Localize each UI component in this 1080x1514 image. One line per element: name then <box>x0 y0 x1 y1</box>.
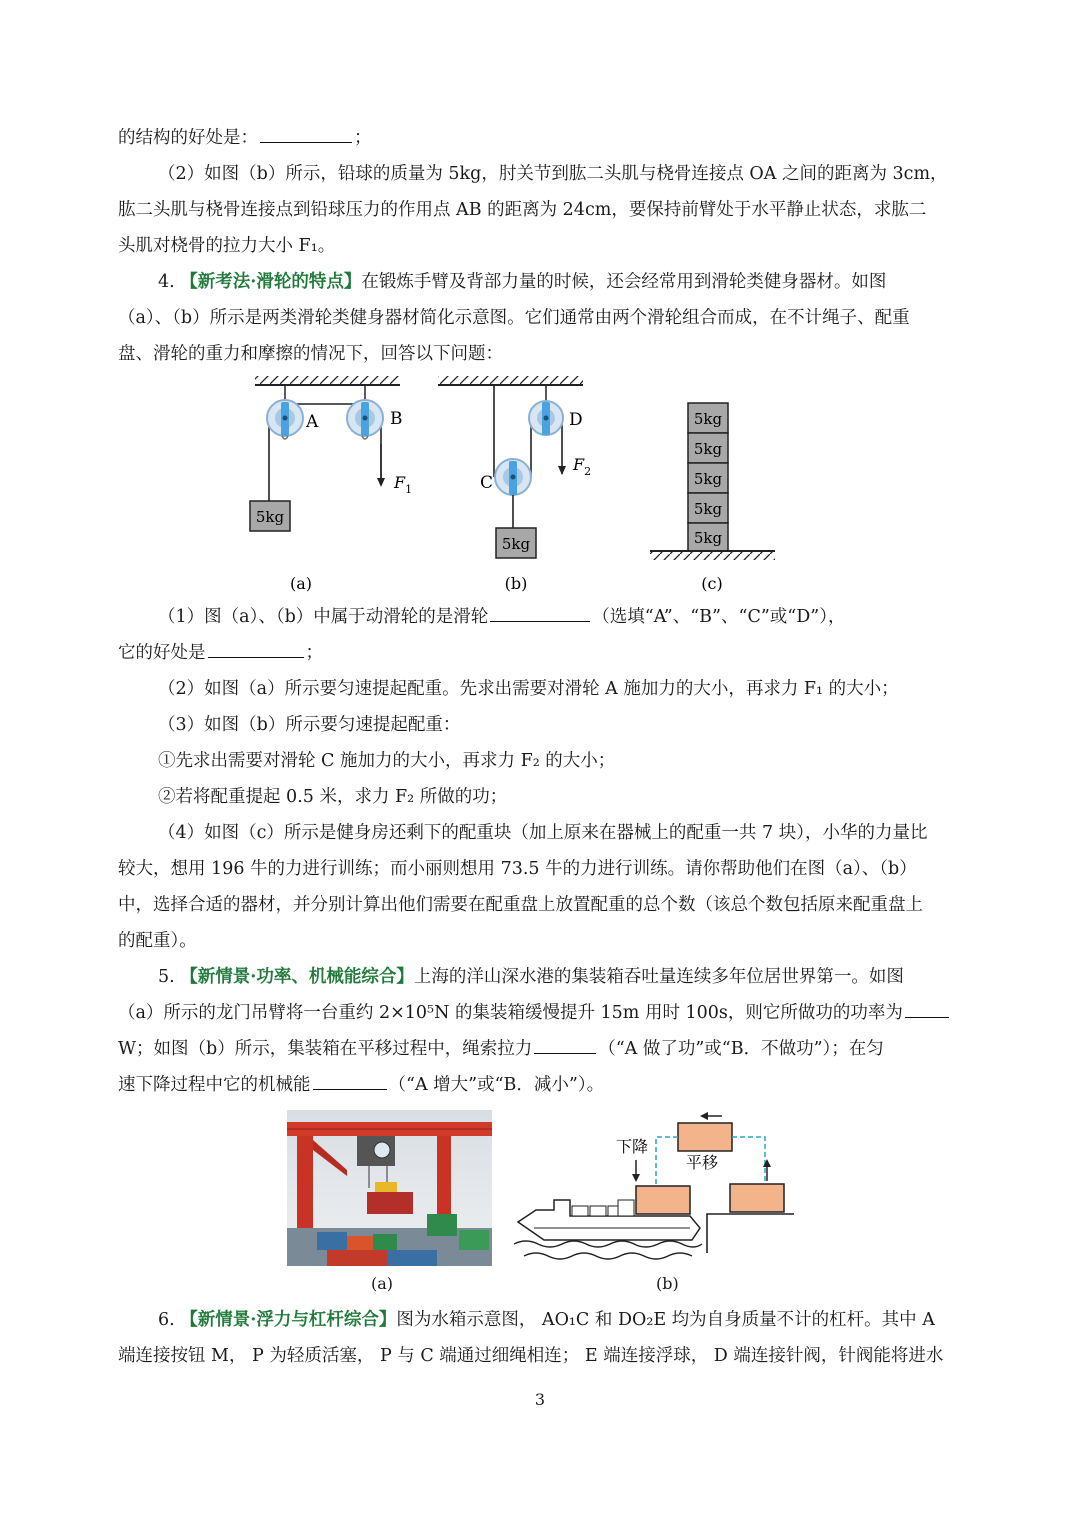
caption-5b: (b) <box>656 1274 679 1293</box>
q4-stem-line3: 盘、滑轮的重力和摩擦的情况下，回答以下问题： <box>118 344 503 364</box>
label-descend: 下降 <box>616 1137 649 1156</box>
caption-a: (a) <box>289 574 313 593</box>
caption-c: (c) <box>701 574 723 593</box>
container-ship-diagram <box>514 1108 804 1268</box>
answer-blank[interactable] <box>534 1033 596 1054</box>
q4-sub3-part1: ①先求出需要对滑轮 C 施加力的大小，再求力 F₂ 的大小； <box>158 751 616 771</box>
label-b: B <box>390 409 403 429</box>
question-number: 6. <box>158 1310 175 1330</box>
container-top <box>678 1123 732 1151</box>
ceiling-b <box>438 376 583 385</box>
label-f1: $F_1$ <box>394 473 413 496</box>
arrow-down-icon <box>632 1174 640 1182</box>
q3-sub2-line3: 头肌对桡骨的拉力大小 F₁。 <box>118 236 336 256</box>
label-translate: 平移 <box>686 1153 719 1172</box>
arrow-up-icon <box>763 1159 771 1167</box>
caption-b: (b) <box>504 574 528 593</box>
q3-sub2-line1: （2）如图（b）所示，铅球的质量为 5kg，肘关节到肱二头肌与桡骨连接点 OA 之间的距离为 3cm， <box>158 164 948 184</box>
svg-text:5kg: 5kg <box>693 410 723 428</box>
q5-stem-line1: 5. 【新情景·功率、机械能综合】上海的洋山深水港的集装箱吞吐量连续多年位居世界第一。如图 <box>158 967 904 987</box>
weight-stack-c <box>688 403 728 551</box>
q4-sub4-line4: 的配重）。 <box>118 931 197 951</box>
label-c: C <box>480 473 494 493</box>
pulley-c-icon <box>495 459 531 495</box>
q4-stem-line2: （a）、（b）所示是两类滑轮类健身器材简化示意图。它们通常由两个滑轮组合而成，在不计绳子、配重 <box>118 308 910 328</box>
q4-sub3: （3）如图（b）所示要匀速提起配重： <box>158 715 461 735</box>
svg-text:5kg: 5kg <box>501 535 531 553</box>
answer-blank[interactable] <box>490 601 590 622</box>
pulley-a-icon <box>267 400 303 439</box>
arrow-f2 <box>558 466 566 475</box>
svg-text:5kg: 5kg <box>255 508 285 526</box>
label-f2: $F_2$ <box>573 455 592 478</box>
question-number: 5. <box>158 967 175 987</box>
q4-sub4-line1: （4）如图（c）所示是健身房还剩下的配重块（加上原来在器械上的配重一共 7 块），小华的力量比 <box>158 823 928 843</box>
q4-sub1-line2: 它的好处是 ； <box>118 635 323 671</box>
arrow-f1 <box>377 478 385 487</box>
ceiling-a <box>255 376 400 385</box>
pulley-figure <box>240 374 800 600</box>
question-number: 4. <box>158 272 175 292</box>
weight-a <box>250 501 290 531</box>
answer-blank[interactable] <box>313 1069 387 1090</box>
svg-text:5kg: 5kg <box>693 529 723 547</box>
q3-sub2-line2: 肱二头肌与桡骨连接点到铅球压力的作用点 AB 的距离为 24cm，要保持前臂处于水平静止状态，求肱二 <box>118 200 927 220</box>
label-d: D <box>569 410 583 430</box>
q5-stem-line4: 速下降过程中它的机械能 （“A 增大”或“B．减小”）。 <box>118 1067 604 1103</box>
pulley-b-icon <box>347 400 383 439</box>
arrow-left-icon <box>700 1112 708 1120</box>
page-number: 3 <box>534 1390 546 1409</box>
label-a: A <box>306 412 319 432</box>
question-tag: 【新考法·滑轮的特点】 <box>180 272 362 292</box>
q4-stem-line1: 4. 【新考法·滑轮的特点】在锻炼手臂及背部力量的时候，还会经常用到滑轮类健身器材。如图 <box>158 272 887 292</box>
answer-blank[interactable] <box>208 637 304 658</box>
pulley-d-icon <box>529 401 563 435</box>
weight-b <box>496 528 536 558</box>
q4-sub1-line1: （1）图（a）、（b）中属于动滑轮的是滑轮 （选填“A”、“B”、“C”或“D”）， <box>158 599 845 635</box>
svg-text:5kg: 5kg <box>693 470 723 488</box>
question-tag: 【新情景·浮力与杠杆综合】 <box>180 1310 397 1330</box>
q4-sub2: （2）如图（a）所示要匀速提起配重。先求出需要对滑轮 A 施加力的大小，再求力 F₁ 的大小； <box>158 679 899 699</box>
caption-5a: (a) <box>371 1274 394 1293</box>
q6-stem-line1: 6. 【新情景·浮力与杠杆综合】图为水箱示意图， AO₁C 和 DO₂E 均为自身质量不计的杠杆。其中 A <box>158 1310 935 1330</box>
svg-text:5kg: 5kg <box>693 440 723 458</box>
q4-sub3-part2: ②若将配重提起 0.5 米，求力 F₂ 所做的功； <box>158 787 508 807</box>
svg-text:5kg: 5kg <box>693 500 723 518</box>
question-tag: 【新情景·功率、机械能综合】 <box>180 967 414 987</box>
answer-blank[interactable] <box>260 122 352 143</box>
q5-stem-line2: （a）所示的龙门吊臂将一台重约 2×10⁵N 的集装箱缓慢提升 15m 用时 100s，则它所做功的功率为 <box>118 995 951 1031</box>
q4-sub4-line3: 中，选择合适的器材，并分别计算出他们需要在配重盘上放置配重的总个数（该总个数包括原来配重盘上 <box>118 895 923 915</box>
crane-photo <box>287 1110 492 1266</box>
answer-blank[interactable] <box>905 997 949 1018</box>
q6-stem-line2: 端连接按钮 M， P 为轻质活塞， P 与 C 端通过细绳相连； E 端连接浮球， D 端连接针阀，针阀能将进水 <box>118 1346 944 1366</box>
q5-stem-line3: W；如图（b）所示，集装箱在平移过程中，绳索拉力 （“A 做了功”或“B．不做功”）；在匀 <box>118 1031 884 1067</box>
q4-sub4-line2: 较大，想用 196 牛的力进行训练；而小丽则想用 73.5 牛的力进行训练。请你帮助他们在图（a）、（b） <box>118 859 917 879</box>
prev-answer-line: 的结构的好处是： ； <box>118 120 372 156</box>
